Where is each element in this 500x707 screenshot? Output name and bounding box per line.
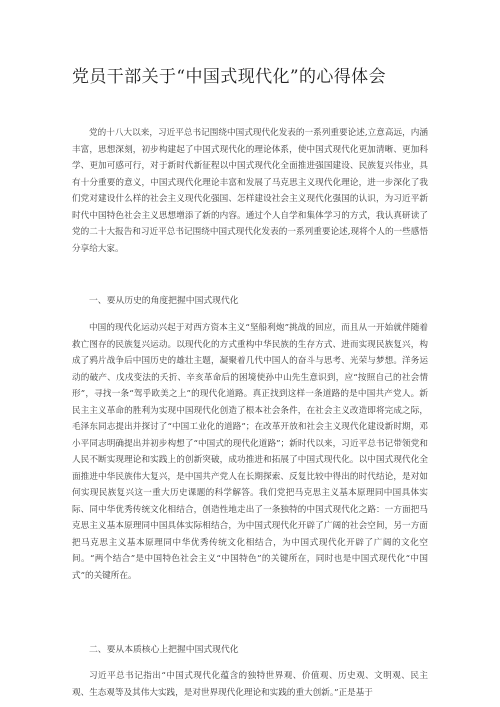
- section-two-paragraph: 习近平总书记指出“中国式现代化蕴含的独特世界观、价值观、历史观、文明观、民主观、生态观等及其伟大实践，是对世界现代化理论和实践的重大创新。”正是基于: [72, 671, 428, 698]
- section-heading-essence: 二、要从本质核心上把握中国式现代化: [89, 645, 239, 655]
- section-heading-history: 一、要从历史的角度把握中国式现代化: [89, 296, 239, 306]
- document-title: 党员干部关于“中国式现代化”的心得体会: [72, 67, 386, 87]
- intro-paragraph: 党的十八大以来，习近平总书记围绕中国式现代化发表的一系列重要论述,立意高远，内涵丰富，思想深刻，初步构建起了中国式现代化的理论体系，使中国式现代化更加清晰、更加科学、更加可感可行，对于新时代新征程以中国式现代化全面推进强国建设、民族复兴伟业，具有十分重要的意义，中国式现代化理论丰富和发展了马克思主义现代化理论，进一步深化了我们党对建设什么样的社会主义现代化强国、怎样建设社会主义现代化强国的认识，为习近平新时代中国特色社会主义思想增添了新的内容。通过个人自学和集体学习的方式，我认真研读了党的二十大报告和习近平总书记围绕中国式现代化发表的一系列重要论述,现将个人的一些感悟分享给大家。: [72, 128, 428, 254]
- section-one-paragraph: 中国的现代化运动兴起于对西方资本主义“坚船利炮”挑战的回应，而且从一开始就伴随着救亡图存的民族复兴运动。以现代化的方式重构中华民族的生存方式、进而实现民族复兴，构成了鸦片战争后中国历史的雄壮主题，凝聚着几代中国人的奋斗与思考、光荣与梦想。洋务运动的破产、戊戌变法的夭折、辛亥革命后的困境使孙中山先生意识到，应“按照自己的社会情形”，寻找一条“驾乎欧美之上”的现代化道路。真正找到这样一条道路的是中国共产党人。新民主主义革命的胜利为实现中国现代化创造了根本社会条件，在社会主义改造即将完成之际，毛泽东同志提出并探讨了“中国工业化的道路”；在改革开放和社会主义现代化建设新时期，邓小平同志明确提出并初步构想了“中国式的现代化道路”；新时代以来，习近平总书记带领党和人民不断实现理论和实践上的创新突破，成功推进和拓展了中国式现代化。以中国式现代化全面推进中华民族伟大复兴，是中国共产党人在长期探索、反复比较中得出的时代结论，是对如何实现民族复兴这一重大历史课题的科学解答。我们党把马克思主义基本原理同中国具体实际、同中华优秀传统文化相结合，创造性地走出了一条独特的中国式现代化之路：一方面把马克思主义基本原理同中国具体实际相结合，为中国式现代化开辟了广阔的社会空间，另一方面把马克思主义基本原理同中华优秀传统文化相结合，为中国式现代化开辟了广阔的文化空间。“两个结合”是中国特色社会主义“中国特色”的关键所在，同时也是中国式现代化“中国式”的关键所在。: [72, 323, 428, 581]
